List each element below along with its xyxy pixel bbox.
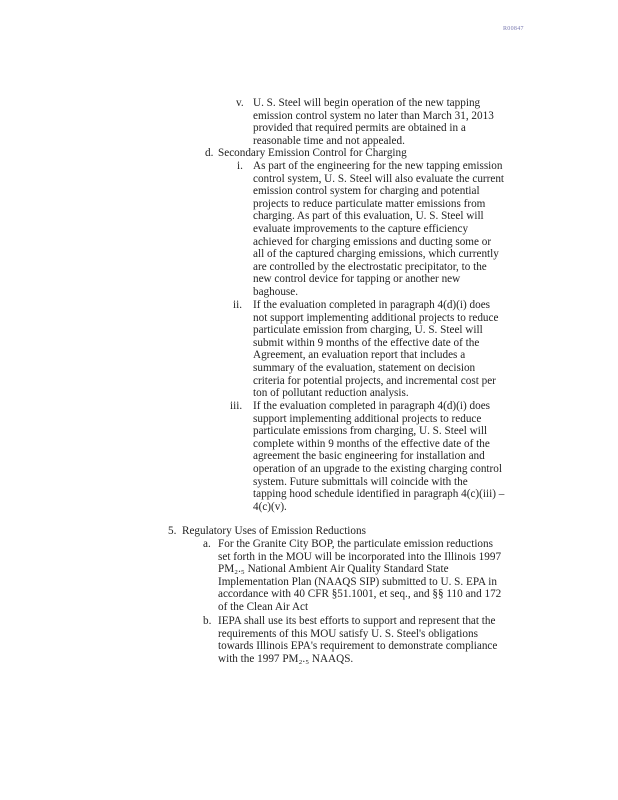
text-line: achieved for charging emissions and ducting some or	[253, 235, 492, 248]
page-stamp: R00847	[503, 26, 524, 32]
text-line: with the 1997 PM₂.₅ NAAQS.	[218, 652, 354, 665]
text-line: emission control system for charging and potential	[253, 185, 480, 198]
text-line: of the Clean Air Act	[218, 601, 309, 613]
text-line: Secondary Emission Control for Charging	[218, 147, 407, 160]
list-marker: ii.	[233, 299, 243, 311]
text-line: emission control system no later than March 31, 2013	[253, 109, 494, 122]
list-marker: v.	[236, 97, 244, 109]
text-line: For the Granite City BOP, the particulate emission reductions	[218, 538, 493, 550]
text-line: summary of the evaluation, statement on decision	[253, 362, 476, 374]
text-line: criteria for potential projects, and incremental cost per	[253, 374, 496, 387]
list-marker: b.	[203, 615, 212, 627]
text-line: charging. As part of this evaluation, U. S. Steel will	[253, 210, 484, 223]
text-line: If the evaluation completed in paragraph 4(d)(i) does	[253, 400, 491, 412]
list-marker: iii.	[230, 400, 243, 412]
text-line: complete within 9 months of the effective date of the	[253, 437, 490, 450]
text-line: ton of pollutant reduction analysis.	[253, 387, 409, 400]
list-marker: a.	[203, 538, 211, 550]
text-line: IEPA shall use its best efforts to support and represent that the	[218, 615, 496, 627]
text-line: all of the captured charging emissions, which currently	[253, 248, 499, 261]
text-line: particulate emissions from charging, U. S. Steel will	[253, 425, 488, 438]
text-line: As part of the engineering for the new tapping emission	[253, 160, 503, 172]
list-marker: d.	[205, 147, 214, 160]
text-line: PM₂.₅ National Ambient Air Quality Standard State	[218, 563, 449, 576]
text-line: Agreement, an evaluation report that includes a	[253, 349, 466, 362]
text-line: agreement the basic engineering for installation and	[253, 450, 485, 463]
text-line: are controlled by the electrostatic precipitator, to the	[253, 260, 487, 273]
text-line: accordance with 40 CFR §51.1001, et seq., and §§ 110 and 172	[218, 588, 502, 601]
text-line: reasonable time and not appealed.	[253, 134, 405, 147]
text-line: set forth in the MOU will be incorporated into the Illinois 1997	[218, 550, 502, 563]
text-line: system. Future submittals will coincide with the	[253, 475, 468, 488]
text-line: new control device for tapping or another new	[253, 273, 461, 286]
text-line: requirements of this MOU satisfy U. S. Steel's obligations	[218, 627, 478, 640]
text-line: towards Illinois EPA's requirement to demonstrate compliance	[218, 640, 498, 653]
text-line: submit within 9 months of the effective date of the	[253, 336, 480, 349]
text-line: baghouse.	[253, 286, 299, 298]
text-line: particulate emission from charging, U. S. Steel will	[253, 324, 483, 337]
text-line: support implementing additional projects to reduce	[253, 412, 482, 425]
text-line: provided that required permits are obtained in a	[253, 122, 466, 135]
text-line: not support implementing additional projects to reduce	[253, 311, 499, 324]
text-line: U. S. Steel will begin operation of the new tapping	[253, 97, 481, 109]
text-line: Regulatory Uses of Emission Reductions	[182, 525, 366, 537]
list-marker: i.	[237, 160, 243, 172]
text-line: Implementation Plan (NAAQS SIP) submitted to U. S. EPA in	[218, 575, 497, 588]
text-line: evaluate improvements to the capture efficiency	[253, 223, 469, 235]
text-line: tapping hood schedule identified in paragraph 4(c)(iii) –	[253, 488, 505, 501]
list-marker: 5.	[168, 525, 177, 537]
text-line: 4(c)(v).	[253, 500, 287, 513]
text-line: control system, U. S. Steel will also evaluate the current	[253, 172, 505, 185]
text-line: projects to reduce particulate matter emissions from	[253, 197, 486, 210]
text-line: If the evaluation completed in paragraph 4(d)(i) does	[253, 299, 491, 311]
text-line: operation of an upgrade to the existing charging control	[253, 463, 502, 475]
